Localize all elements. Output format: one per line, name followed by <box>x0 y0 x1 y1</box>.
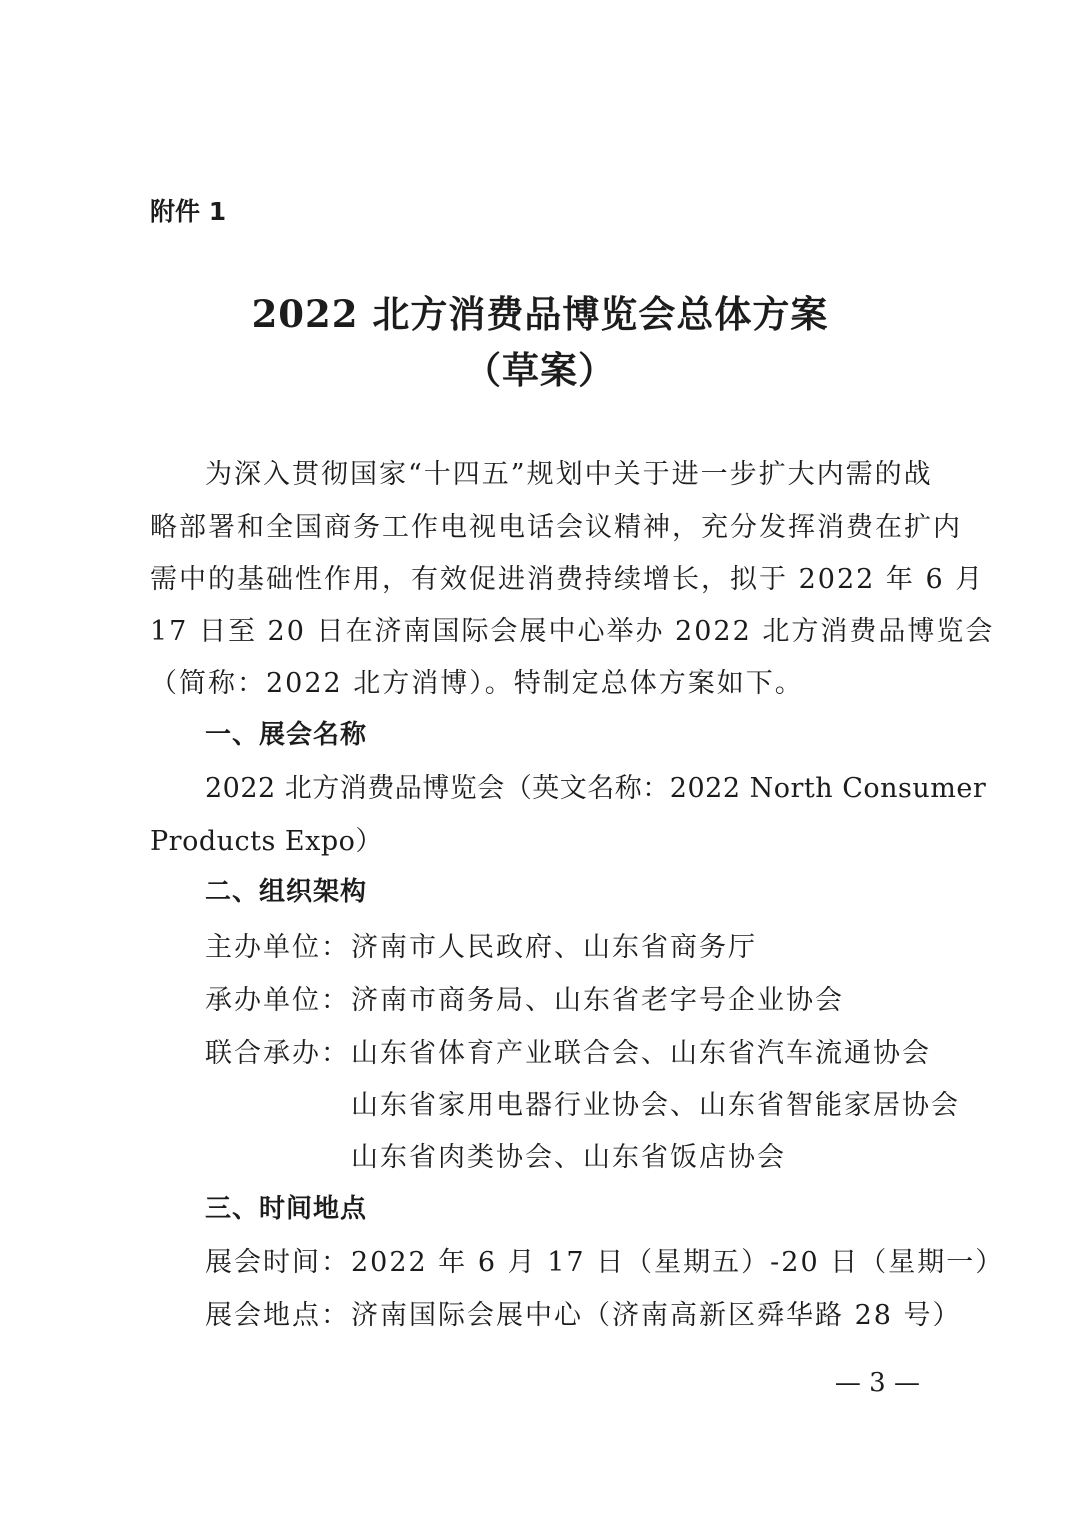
expo-name-line-2: Products Expo） <box>150 826 383 857</box>
host-label: 主办单位： <box>205 932 350 963</box>
co-organizer-line-1: 山东省体育产业联合会、山东省汽车流通协会 <box>351 1038 931 1069</box>
organizer-label: 承办单位： <box>205 985 350 1016</box>
co-organizer-line-2: 山东省家用电器行业协会、山东省智能家居协会 <box>351 1090 960 1121</box>
time-value: 2022 年 6 月 17 日（星期五）-20 日（星期一） <box>351 1247 1005 1278</box>
host-value: 济南市人民政府、山东省商务厅 <box>351 932 757 963</box>
section-1-heading: 一、展会名称 <box>205 720 368 750</box>
section-2-heading: 二、组织架构 <box>205 877 368 907</box>
intro-line-3: 需中的基础性作用，有效促进消费持续增长，拟于 2022 年 6 月 <box>150 564 985 595</box>
venue-value: 济南国际会展中心（济南高新区舜华路 28 号） <box>351 1300 962 1331</box>
document-title: 2022 北方消费品博览会总体方案 <box>251 292 829 336</box>
attachment-label: 附件 1 <box>150 197 227 226</box>
expo-name-line-1: 2022 北方消费品博览会（英文名称：2022 North Consumer <box>205 773 987 804</box>
venue-row <box>205 1293 962 1332</box>
intro-line-1: 为深入贯彻国家“十四五”规划中关于进一步扩大内需的战 <box>205 459 933 490</box>
intro-line-4: 17 日至 20 日在济南国际会展中心举办 2022 北方消费品博览会 <box>150 616 995 647</box>
intro-line-2: 略部署和全国商务工作电视电话会议精神，充分发挥消费在扩内 <box>150 512 962 543</box>
co-organizer-row <box>205 1031 931 1070</box>
section-3-heading: 三、时间地点 <box>205 1194 368 1224</box>
venue-label: 展会地点： <box>205 1300 350 1331</box>
host-row <box>205 925 757 964</box>
co-organizer-line-3: 山东省肉类协会、山东省饭店协会 <box>351 1142 786 1173</box>
intro-line-5: （简称：2022 北方消博）。特制定总体方案如下。 <box>150 668 804 699</box>
organizer-value: 济南市商务局、山东省老字号企业协会 <box>351 985 844 1016</box>
time-row <box>205 1240 1004 1279</box>
organizer-row <box>205 978 844 1017</box>
time-label: 展会时间： <box>205 1247 350 1278</box>
document-subtitle: （草案） <box>464 348 616 392</box>
co-organizer-label: 联合承办： <box>205 1038 350 1069</box>
page-number: — 3 — <box>834 1368 920 1398</box>
